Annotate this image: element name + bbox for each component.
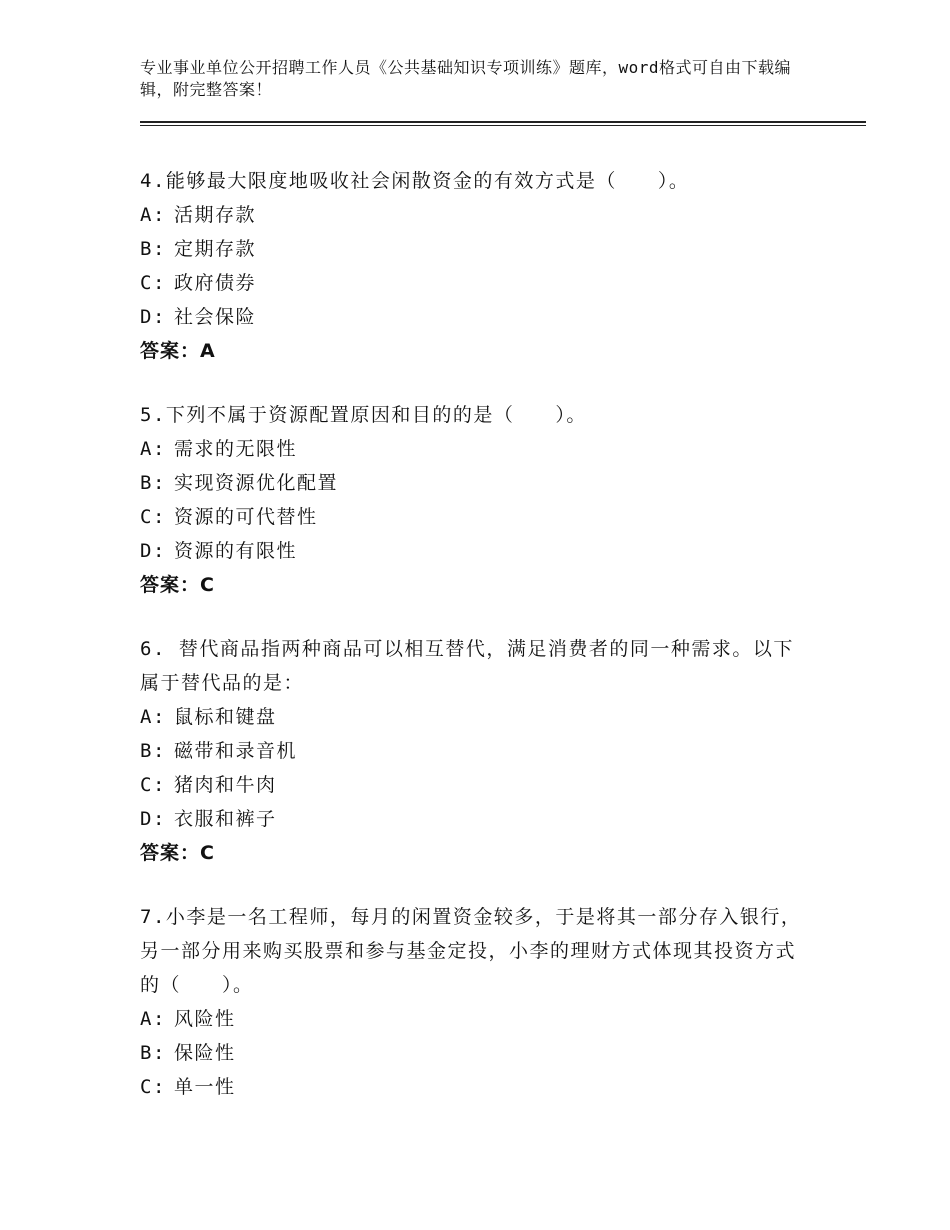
option-text: 磁带和录音机 (174, 740, 298, 762)
answer-line: 答案：C (140, 842, 215, 864)
option-key: B: (140, 472, 166, 494)
option-b (140, 232, 810, 266)
option-text: 需求的无限性 (174, 438, 298, 460)
option-text: 实现资源优化配置 (174, 472, 339, 494)
answer-line: 答案：A (140, 340, 216, 362)
option-a (140, 1002, 810, 1036)
option-c (140, 266, 810, 300)
option-text: 风险性 (174, 1008, 236, 1030)
option-c (140, 768, 810, 802)
option-text: 鼠标和键盘 (174, 706, 277, 728)
question-4 (140, 164, 810, 368)
option-text: 资源的有限性 (174, 540, 298, 562)
option-text: 保险性 (174, 1042, 236, 1064)
option-key: C: (140, 272, 166, 294)
question-stem: 7.小李是一名工程师，每月的闲置资金较多，于是将其一部分存入银行，另一部分用来购买股票和参与基金定投，小李的理财方式体现其投资方式的（ ）。 (140, 906, 802, 996)
option-key: A: (140, 1008, 166, 1030)
option-key: B: (140, 1042, 166, 1064)
question-list (140, 164, 810, 1134)
option-c (140, 500, 810, 534)
option-key: A: (140, 706, 166, 728)
option-key: C: (140, 1076, 166, 1098)
option-c (140, 1070, 810, 1104)
question-stem: 4.能够最大限度地吸收社会闲散资金的有效方式是（ ）。 (140, 170, 690, 192)
header-divider (140, 121, 866, 123)
question-7 (140, 900, 810, 1104)
answer-line: 答案：C (140, 574, 215, 596)
option-key: D: (140, 808, 166, 830)
option-a (140, 432, 810, 466)
option-d (140, 534, 810, 568)
option-text: 社会保险 (174, 306, 257, 328)
option-key: D: (140, 540, 166, 562)
option-d (140, 802, 810, 836)
option-key: B: (140, 740, 166, 762)
option-text: 单一性 (174, 1076, 236, 1098)
option-text: 活期存款 (174, 204, 257, 226)
option-text: 衣服和裤子 (174, 808, 277, 830)
option-b (140, 1036, 810, 1070)
option-key: A: (140, 204, 166, 226)
option-text: 定期存款 (174, 238, 257, 260)
option-key: A: (140, 438, 166, 460)
option-a (140, 700, 810, 734)
option-key: D: (140, 306, 166, 328)
option-key: C: (140, 774, 166, 796)
option-text: 政府债券 (174, 272, 257, 294)
option-text: 猪肉和牛肉 (174, 774, 277, 796)
option-a (140, 198, 810, 232)
option-b (140, 734, 810, 768)
option-d (140, 300, 810, 334)
page-header: 专业事业单位公开招聘工作人员《公共基础知识专项训练》题库，word格式可自由下载编辑，附完整答案！ (140, 58, 792, 99)
question-5 (140, 398, 810, 602)
option-key: B: (140, 238, 166, 260)
option-text: 资源的可代替性 (174, 506, 318, 528)
question-stem: 5.下列不属于资源配置原因和目的的是（ ）。 (140, 404, 587, 426)
question-6 (140, 632, 810, 870)
header-divider-thin (140, 125, 866, 126)
question-stem: 6. 替代商品指两种商品可以相互替代，满足消费者的同一种需求。以下属于替代品的是： (140, 638, 794, 694)
option-key: C: (140, 506, 166, 528)
option-b (140, 466, 810, 500)
